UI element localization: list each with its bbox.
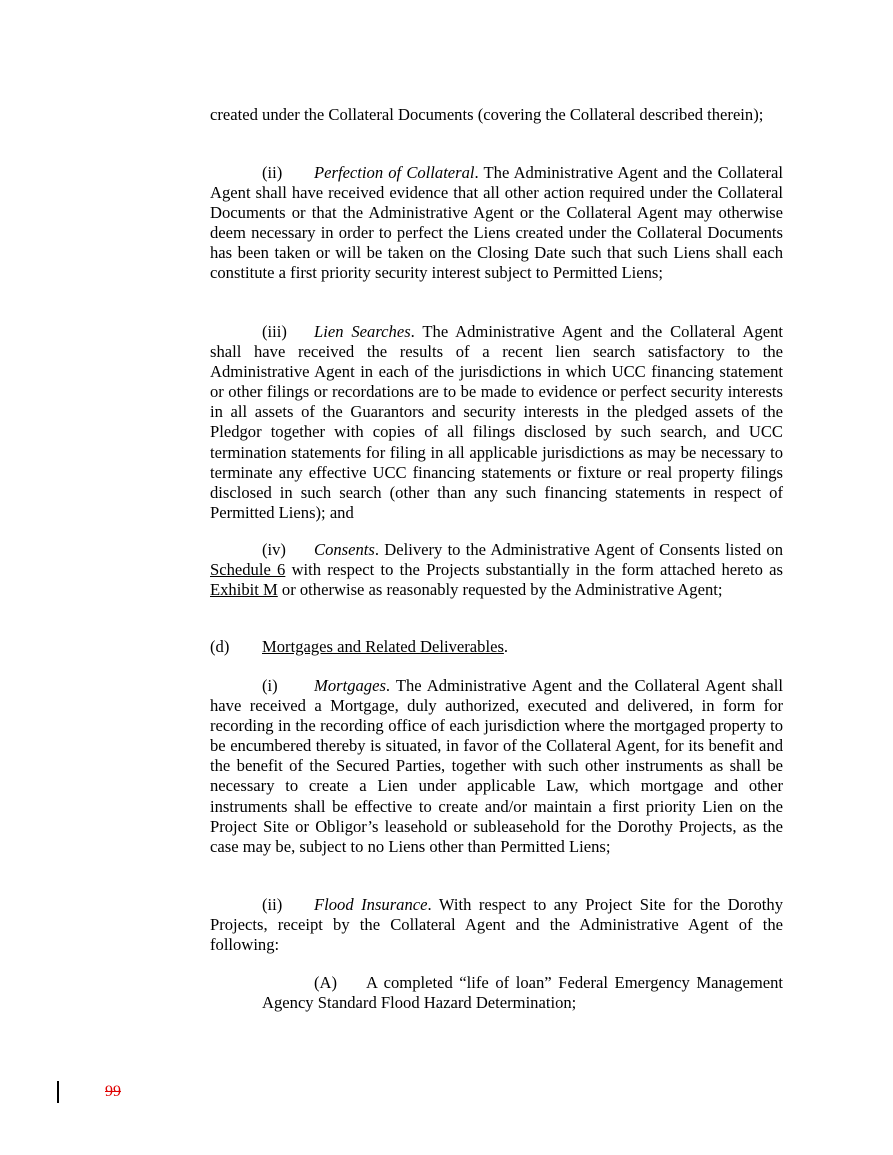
schedule-6-link[interactable]: Schedule 6 (210, 560, 286, 580)
change-bar (57, 1081, 59, 1103)
paragraph-body: A completed “life of loan” Federal Emergency Management Agency Standard Flood Hazard Determination; (262, 973, 783, 1013)
paragraph-body: . The Administrative Agent and the Collateral Agent shall have received a Mortgage, duly authorized, executed and delivered, in form for recording in the recording office of each jurisdiction where the mortgaged property to be encumbered thereby is situated, in favor of the Collateral Agent, for its benefit and the benefit of the Secured Parties, together with such other instruments as shall be necessary to create a Lien under applicable Law, which mortgage and other instruments shall be effective to create and/or maintain a first priority Lien on the Project Site or Obligor’s leasehold or subleasehold for the Dorothy Projects, as the case may be, subject to no Liens other than Permitted Liens; (210, 676, 783, 856)
paragraph-body: . With respect to any Project Site for the Dorothy Projects, receipt by the Collateral Agent and the Administrative Agent of the following: (210, 895, 783, 955)
paragraph-title: Mortgages (314, 676, 386, 695)
paragraph-title: Perfection of Collateral (314, 163, 475, 182)
paragraph-intro: created under the Collateral Documents (covering the Collateral described therein); (210, 105, 764, 124)
paragraph-body: or otherwise as reasonably requested by the Administrative Agent; (277, 580, 723, 600)
paragraph-title: Flood Insurance (314, 895, 428, 914)
paragraph-body: with respect to the Projects substantially in the form attached hereto as (285, 560, 783, 580)
paragraph-title: Consents (314, 540, 375, 559)
paragraph-title: Lien Searches (314, 322, 411, 341)
paragraph-d-ii (210, 895, 783, 955)
paragraph-number: (iii) (262, 322, 287, 341)
section-number: (d) (210, 637, 230, 656)
paragraph-body: . The Administrative Agent and the Collateral Agent shall have received the results of a recent lien search satisfactory to the Administrative Agent in each of the jurisdictions in which UCC financing statement or other filings or recordations are to be made to evidence or perfect security interests in all assets of the Guarantors and security interests in the pledged assets of the Pledgor together with copies of all filings disclosed by such search, and UCC termination statements for filing in all applicable jurisdictions as may be necessary to terminate any effective UCC financing statements or fixture or real property filings disclosed in such search (other than any such financing statements in respect of Permitted Liens); and (210, 322, 784, 522)
page-number: 99 (105, 1083, 121, 1100)
paragraph-number: (ii) (262, 895, 283, 914)
paragraph-number: (A) (314, 973, 338, 992)
paragraph-c-ii (210, 163, 783, 284)
section-heading-d: (d) Mortgages and Related Deliverables. (210, 637, 509, 656)
paragraph-d-i (210, 676, 783, 857)
exhibit-m-link[interactable]: Exhibit M (210, 580, 278, 600)
paragraph-number: (iv) (262, 540, 286, 559)
section-title: Mortgages and Related Deliverables (262, 637, 504, 656)
paragraph-number: (ii) (262, 163, 283, 182)
paragraph-c-iv (210, 540, 783, 600)
paragraph-body: . The Administrative Agent and the Collateral Agent shall have received evidence that all other action required under the Collateral Documents or that the Administrative Agent or the Collateral Agent may otherwise deem necessary in order to perfect the Liens created under the Collateral Documents has been taken or will be taken on the Closing Date such that such Liens shall each constitute a first priority security interest subject to Permitted Liens; (210, 163, 783, 283)
paragraph-body: . Delivery to the Administrative Agent of Consents listed on (374, 540, 783, 559)
paragraph-d-ii-A (262, 973, 783, 1013)
paragraph-c-iii (210, 322, 783, 523)
paragraph-number: (i) (262, 676, 278, 695)
